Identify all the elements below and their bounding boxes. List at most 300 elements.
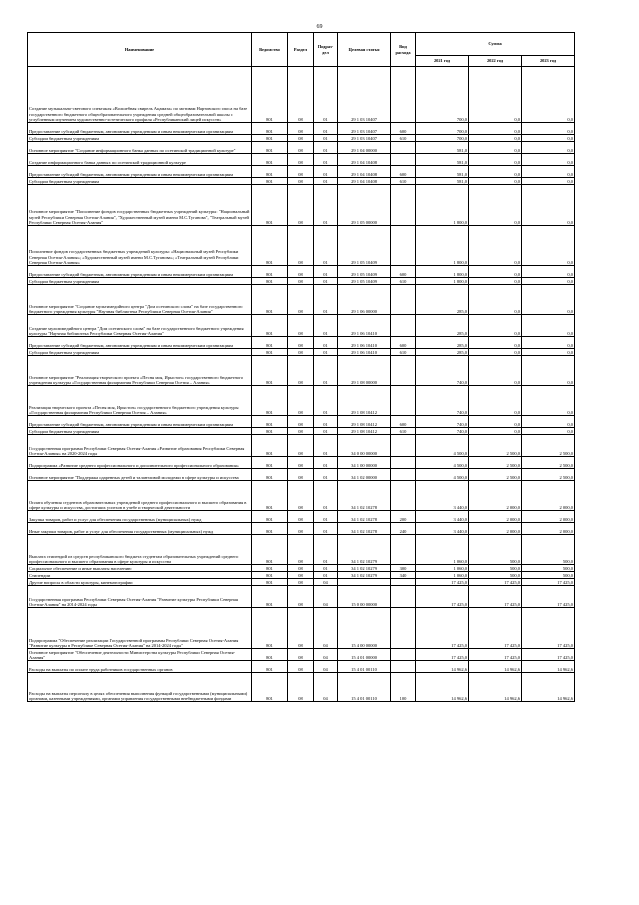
row-sum-2023: 0,0	[522, 349, 575, 356]
row-section: 08	[288, 185, 314, 226]
table-row	[28, 166, 575, 178]
row-sum-2022: 500,0	[469, 572, 522, 579]
row-target: 29 1 04 10408	[338, 166, 391, 178]
row-sum-2023: 2 000,0	[522, 511, 575, 523]
row-name: Выплата стипендий из средств республиканского бюджета студентам образовательных учреждений среднего профессионального и высшего образования в сфере культуры и искусства	[28, 535, 252, 565]
row-subsection: 01	[314, 278, 338, 285]
row-expense-type	[391, 356, 416, 386]
row-expense-type: 300	[391, 565, 416, 572]
table-row	[28, 285, 575, 315]
row-sum-2023: 0,0	[522, 386, 575, 416]
row-section: 08	[288, 166, 314, 178]
row-sum-2023: 500,0	[522, 565, 575, 572]
row-name: Субсидии бюджетным учреждениям	[28, 135, 252, 142]
row-sum-2022: 500,0	[469, 565, 522, 572]
row-name: Предоставление субсидий бюджетным, автономным учреждениям и иным некоммерческим организациям	[28, 416, 252, 428]
row-sum-2021: 3 440,0	[416, 511, 469, 523]
row-section: 08	[288, 123, 314, 135]
row-name: Предоставление субсидий бюджетным, автономным учреждениям и иным некоммерческим организациям	[28, 337, 252, 349]
row-subsection: 01	[314, 416, 338, 428]
row-sum-2023: 0,0	[522, 337, 575, 349]
row-expense-type	[391, 185, 416, 226]
row-sum-2021: 17 425,0	[416, 579, 469, 586]
row-name: Предоставление субсидий бюджетным, автономным учреждениям и иным некоммерческим организациям	[28, 266, 252, 278]
row-sum-2021: 581,0	[416, 154, 469, 166]
row-sum-2022: 500,0	[469, 535, 522, 565]
row-sum-2022: 0,0	[469, 185, 522, 226]
row-subsection: 01	[314, 469, 338, 481]
table-row	[28, 266, 575, 278]
row-sum-2023: 0,0	[522, 356, 575, 386]
table-row	[28, 123, 575, 135]
row-sum-2023: 0,0	[522, 428, 575, 435]
header-name: Наименование	[28, 33, 252, 67]
row-target: 29 1 03 10407	[338, 123, 391, 135]
row-ministry: 801	[252, 511, 288, 523]
row-subsection: 01	[314, 435, 338, 457]
row-sum-2022: 0,0	[469, 428, 522, 435]
row-expense-type: 100	[391, 673, 416, 702]
row-sum-2022: 0,0	[469, 349, 522, 356]
row-section: 08	[288, 523, 314, 535]
row-section: 08	[288, 481, 314, 511]
table-row	[28, 457, 575, 469]
row-subsection: 04	[314, 661, 338, 673]
row-sum-2023: 0,0	[522, 266, 575, 278]
row-sum-2022: 0,0	[469, 285, 522, 315]
row-section: 08	[288, 178, 314, 185]
row-sum-2023: 2 000,0	[522, 523, 575, 535]
row-expense-type	[391, 142, 416, 154]
header-2022: 2022 год	[469, 56, 522, 67]
row-expense-type	[391, 661, 416, 673]
row-expense-type	[391, 481, 416, 511]
row-section: 08	[288, 226, 314, 266]
header-2023: 2023 год	[522, 56, 575, 67]
row-expense-type: 600	[391, 123, 416, 135]
row-ministry: 801	[252, 356, 288, 386]
row-sum-2021: 1 060,0	[416, 535, 469, 565]
row-section: 08	[288, 608, 314, 649]
row-name: Предоставление субсидий бюджетным, автономным учреждениям и иным некоммерческим организациям	[28, 166, 252, 178]
table-row	[28, 649, 575, 661]
row-expense-type	[391, 154, 416, 166]
row-sum-2023: 14 962,6	[522, 673, 575, 702]
table-row	[28, 435, 575, 457]
row-name: Оплата обучения студентов образовательных учреждений среднего профессионального и высшего образования в сфере культуры и искусства, достигших успехов в учебе и творческой деятельности	[28, 481, 252, 511]
row-section: 08	[288, 386, 314, 416]
row-sum-2021: 1 060,0	[416, 572, 469, 579]
row-sum-2021: 700,0	[416, 135, 469, 142]
row-target: 29 1 06 00000	[338, 285, 391, 315]
row-subsection: 04	[314, 579, 338, 586]
row-ministry: 801	[252, 586, 288, 608]
row-sum-2022: 17 425,0	[469, 579, 522, 586]
row-target: 15 4 01 00110	[338, 661, 391, 673]
table-row	[28, 185, 575, 226]
row-sum-2023: 17 425,0	[522, 579, 575, 586]
row-subsection: 01	[314, 67, 338, 123]
row-ministry: 801	[252, 278, 288, 285]
row-ministry: 801	[252, 535, 288, 565]
table-header	[28, 33, 575, 67]
row-target: 29 1 08 00000	[338, 356, 391, 386]
row-subsection: 01	[314, 457, 338, 469]
row-section: 08	[288, 661, 314, 673]
row-expense-type	[391, 435, 416, 457]
row-expense-type: 340	[391, 572, 416, 579]
row-target: 29 1 05 10409	[338, 226, 391, 266]
row-target: 29 1 04 10408	[338, 154, 391, 166]
row-subsection: 01	[314, 285, 338, 315]
row-subsection: 01	[314, 565, 338, 572]
row-subsection: 01	[314, 142, 338, 154]
row-target: 29 1 06 10410	[338, 315, 391, 337]
row-name: Основное мероприятие "Создание мультимедийного центра "Дом осетинского слова" на базе государственного бюджетного учреждения культуры "Научная библиотека Республики Северная Осетия-Алания"	[28, 285, 252, 315]
row-sum-2022: 0,0	[469, 166, 522, 178]
row-ministry: 801	[252, 315, 288, 337]
row-target: 34 1 02 10279	[338, 572, 391, 579]
row-subsection: 01	[314, 123, 338, 135]
row-expense-type: 610	[391, 135, 416, 142]
row-name: Государственная программа Республики Северная Осетия-Алания "Развитие культуры Республики Северная Осетия-Алания" на 2014-2024 годы	[28, 586, 252, 608]
row-sum-2023: 0,0	[522, 67, 575, 123]
row-name: Иные закупки товаров, работ и услуг для обеспечения государственных (муниципальных) нужд	[28, 523, 252, 535]
row-sum-2021: 285,0	[416, 349, 469, 356]
row-sum-2023: 17 425,0	[522, 649, 575, 661]
row-expense-type: 610	[391, 278, 416, 285]
row-section: 08	[288, 285, 314, 315]
row-sum-2022: 0,0	[469, 142, 522, 154]
row-subsection: 01	[314, 349, 338, 356]
row-sum-2021: 285,0	[416, 285, 469, 315]
row-sum-2021: 740,0	[416, 356, 469, 386]
row-sum-2023: 0,0	[522, 226, 575, 266]
row-ministry: 801	[252, 154, 288, 166]
header-subsection: Подраз-дел	[314, 33, 338, 67]
row-target: 29 1 08 10412	[338, 428, 391, 435]
row-sum-2023: 2 500,0	[522, 469, 575, 481]
row-expense-type: 600	[391, 416, 416, 428]
row-target: 34 0 00 00000	[338, 435, 391, 457]
row-sum-2021: 14 962,6	[416, 661, 469, 673]
row-sum-2023: 0,0	[522, 142, 575, 154]
row-sum-2023: 500,0	[522, 572, 575, 579]
row-section: 08	[288, 356, 314, 386]
table-row	[28, 416, 575, 428]
row-sum-2023: 0,0	[522, 315, 575, 337]
table-row	[28, 565, 575, 572]
row-expense-type: 610	[391, 428, 416, 435]
row-expense-type: 200	[391, 511, 416, 523]
row-sum-2023: 0,0	[522, 178, 575, 185]
row-name: Реализация творческого проекта «Песня моя, Ирыстон» государственного бюджетного учреждения культуры «Государственная филармония Республики Северная Осетия – Алания»	[28, 386, 252, 416]
row-sum-2022: 0,0	[469, 315, 522, 337]
row-sum-2022: 0,0	[469, 178, 522, 185]
row-sum-2022: 17 425,0	[469, 586, 522, 608]
row-section: 08	[288, 511, 314, 523]
row-sum-2021: 740,0	[416, 416, 469, 428]
row-sum-2023: 17 425,0	[522, 608, 575, 649]
row-name: Расходы на выплаты персоналу в целях обеспечения выполнения функций государственными (муниципальными) органами, казенными учреждениями, органами управления государственными внебюджетными фондами	[28, 673, 252, 702]
row-expense-type: 610	[391, 178, 416, 185]
row-ministry: 801	[252, 649, 288, 661]
row-target: 15 4 01 00110	[338, 673, 391, 702]
row-subsection: 01	[314, 511, 338, 523]
row-sum-2022: 2 000,0	[469, 511, 522, 523]
row-sum-2023: 0,0	[522, 154, 575, 166]
row-sum-2022: 2 500,0	[469, 435, 522, 457]
row-name: Субсидии бюджетным учреждениям	[28, 428, 252, 435]
row-sum-2022: 0,0	[469, 266, 522, 278]
row-ministry: 801	[252, 428, 288, 435]
row-sum-2021: 1 060,0	[416, 565, 469, 572]
row-sum-2022: 14 962,6	[469, 673, 522, 702]
row-target: 29 1 08 10412	[338, 416, 391, 428]
row-name: Субсидии бюджетным учреждениям	[28, 349, 252, 356]
row-name: Основное мероприятие "Создание информационного банка данных по осетинской традиционной культуре"	[28, 142, 252, 154]
row-sum-2021: 581,0	[416, 178, 469, 185]
row-name: Социальное обеспечение и иные выплаты населению	[28, 565, 252, 572]
row-sum-2023: 0,0	[522, 185, 575, 226]
row-section: 08	[288, 457, 314, 469]
row-ministry: 801	[252, 386, 288, 416]
row-subsection: 01	[314, 315, 338, 337]
row-sum-2021: 740,0	[416, 428, 469, 435]
row-ministry: 801	[252, 608, 288, 649]
row-section: 08	[288, 428, 314, 435]
budget-table	[27, 32, 575, 702]
row-sum-2022: 0,0	[469, 67, 522, 123]
row-sum-2021: 285,0	[416, 315, 469, 337]
row-sum-2022: 0,0	[469, 386, 522, 416]
row-sum-2023: 2 500,0	[522, 435, 575, 457]
row-target: 29 1 06 10410	[338, 349, 391, 356]
row-subsection: 01	[314, 266, 338, 278]
row-section: 08	[288, 315, 314, 337]
row-ministry: 801	[252, 572, 288, 579]
row-name: Основное мероприятие "Поддержка одаренных детей и талантливой молодежи в сфере культуры и искусства	[28, 469, 252, 481]
row-name: Основное мероприятие "Пополнение фондов государственных бюджетных учреждений культуры: "Национальный музей Республики Северная Осетия-Алания", "Художественный музей имени М.С.Туганова", "Театральный музей Республики Северная Осетия-Алания"	[28, 185, 252, 226]
table-row	[28, 226, 575, 266]
row-section: 08	[288, 435, 314, 457]
row-sum-2021: 1 800,0	[416, 266, 469, 278]
row-ministry: 801	[252, 337, 288, 349]
row-target: 29 1 08 10412	[338, 386, 391, 416]
row-ministry: 801	[252, 226, 288, 266]
row-sum-2021: 4 500,0	[416, 435, 469, 457]
row-sum-2022: 0,0	[469, 278, 522, 285]
row-section: 08	[288, 579, 314, 586]
row-expense-type: 240	[391, 523, 416, 535]
row-sum-2023: 500,0	[522, 535, 575, 565]
row-target: 34 1 00 00000	[338, 457, 391, 469]
table-row	[28, 142, 575, 154]
table-row	[28, 315, 575, 337]
row-expense-type: 600	[391, 337, 416, 349]
row-subsection: 01	[314, 356, 338, 386]
row-subsection: 04	[314, 586, 338, 608]
row-target: 34 1 02 10278	[338, 523, 391, 535]
table-row	[28, 481, 575, 511]
row-sum-2023: 2 500,0	[522, 457, 575, 469]
row-name: Создание информационного банка данных по осетинской традиционной культуре	[28, 154, 252, 166]
row-name: Государственная программа Республики Северная Осетия-Алания «Развитие образования Республики Северная Осетия-Алания» на 2020-2024 годы	[28, 435, 252, 457]
row-sum-2022: 0,0	[469, 356, 522, 386]
table-row	[28, 135, 575, 142]
row-sum-2021: 1 800,0	[416, 278, 469, 285]
header-sum: Сумма	[416, 33, 575, 56]
row-name: Другие вопросы в области культуры, кинематографии	[28, 579, 252, 586]
row-target: 29 1 05 10409	[338, 266, 391, 278]
row-ministry: 801	[252, 565, 288, 572]
row-subsection: 01	[314, 572, 338, 579]
row-sum-2023: 0,0	[522, 285, 575, 315]
row-sum-2021: 3 440,0	[416, 523, 469, 535]
row-sum-2021: 4 500,0	[416, 457, 469, 469]
row-name: Расходы на выплаты по оплате труда работников государственных органов	[28, 661, 252, 673]
row-sum-2023: 0,0	[522, 135, 575, 142]
row-sum-2023: 2 000,0	[522, 481, 575, 511]
row-ministry: 801	[252, 469, 288, 481]
row-sum-2022: 0,0	[469, 416, 522, 428]
row-ministry: 801	[252, 135, 288, 142]
row-subsection: 01	[314, 386, 338, 416]
row-sum-2022: 14 962,6	[469, 661, 522, 673]
row-expense-type: 600	[391, 266, 416, 278]
row-ministry: 801	[252, 661, 288, 673]
row-expense-type	[391, 608, 416, 649]
row-sum-2022: 17 425,0	[469, 649, 522, 661]
row-target: 34 1 02 10279	[338, 535, 391, 565]
row-target: 29 1 05 00000	[338, 185, 391, 226]
row-ministry: 801	[252, 349, 288, 356]
row-expense-type: 600	[391, 166, 416, 178]
row-ministry: 801	[252, 166, 288, 178]
row-sum-2021: 17 425,0	[416, 608, 469, 649]
row-name: Создание мультимедийного центра "Дом осетинского слова" на базе государственного бюджетного учреждения культуры "Научная библиотека Республики Северная Осетия-Алания"	[28, 315, 252, 337]
row-target: 29 1 03 10407	[338, 135, 391, 142]
row-name: Субсидии бюджетным учреждениям	[28, 278, 252, 285]
row-target: 29 1 03 10407	[338, 67, 391, 123]
row-ministry: 801	[252, 142, 288, 154]
row-ministry: 801	[252, 523, 288, 535]
row-sum-2022: 17 425,0	[469, 608, 522, 649]
row-sum-2022: 2 000,0	[469, 523, 522, 535]
row-expense-type	[391, 67, 416, 123]
row-subsection: 01	[314, 535, 338, 565]
row-ministry: 801	[252, 435, 288, 457]
row-target: 34 1 02 10279	[338, 565, 391, 572]
table-row	[28, 469, 575, 481]
row-subsection: 01	[314, 226, 338, 266]
row-ministry: 801	[252, 178, 288, 185]
row-target: 29 1 04 10408	[338, 178, 391, 185]
row-section: 08	[288, 154, 314, 166]
row-target: 15 4 00 00000	[338, 608, 391, 649]
row-sum-2022: 0,0	[469, 226, 522, 266]
header-2021: 2021 год	[416, 56, 469, 67]
row-name: Стипендии	[28, 572, 252, 579]
row-sum-2021: 581,0	[416, 166, 469, 178]
row-ministry: 801	[252, 416, 288, 428]
row-sum-2021: 740,0	[416, 386, 469, 416]
row-section: 08	[288, 565, 314, 572]
row-sum-2022: 2 500,0	[469, 457, 522, 469]
row-sum-2021: 1 800,0	[416, 226, 469, 266]
row-target	[338, 579, 391, 586]
row-expense-type	[391, 469, 416, 481]
table-row	[28, 428, 575, 435]
row-sum-2023: 17 425,0	[522, 586, 575, 608]
row-ministry: 801	[252, 266, 288, 278]
table-row	[28, 349, 575, 356]
row-subsection: 04	[314, 608, 338, 649]
row-expense-type	[391, 586, 416, 608]
row-ministry: 801	[252, 67, 288, 123]
table-row	[28, 661, 575, 673]
row-target: 34 1 02 10278	[338, 481, 391, 511]
row-expense-type	[391, 579, 416, 586]
row-expense-type	[391, 226, 416, 266]
table-body	[28, 67, 575, 702]
row-subsection: 01	[314, 154, 338, 166]
row-subsection: 04	[314, 673, 338, 702]
row-section: 08	[288, 135, 314, 142]
row-section: 08	[288, 349, 314, 356]
table-row	[28, 178, 575, 185]
row-subsection: 01	[314, 178, 338, 185]
row-section: 08	[288, 416, 314, 428]
table-row	[28, 511, 575, 523]
row-target: 34 1 02 10278	[338, 511, 391, 523]
row-sum-2023: 0,0	[522, 166, 575, 178]
row-sum-2021: 700,0	[416, 67, 469, 123]
header-expense-type: Вид расхода	[391, 33, 416, 67]
row-subsection: 01	[314, 481, 338, 511]
row-section: 08	[288, 67, 314, 123]
row-target: 15 4 01 00000	[338, 649, 391, 661]
row-section: 08	[288, 142, 314, 154]
row-target: 15 0 00 00000	[338, 586, 391, 608]
row-name: Создание музыкально-светового спектакля «Волшебная свирель Ацамаза» по мотивам Нартовского эпоса на базе государственного бюджетного общеобразовательного учреждения средней общеобразовательной школы с углубленным изучением художественно-эстетического профиля «Республиканский лицей искусств»	[28, 67, 252, 123]
row-ministry: 801	[252, 481, 288, 511]
row-subsection: 01	[314, 166, 338, 178]
row-sum-2021: 700,0	[416, 123, 469, 135]
header-section: Раздел	[288, 33, 314, 67]
row-name: Закупка товаров, работ и услуг для обеспечения государственных (муниципальных) нужд	[28, 511, 252, 523]
row-section: 08	[288, 337, 314, 349]
row-name: Пополнение фондов государственных бюджетных учреждений культуры: «Национальный музей Республики Северная Осетия-Алания»; «Художественный музей имени М.С.Туганова»; «Театральный музей Республики Северная Осетия-Алания»	[28, 226, 252, 266]
table-row	[28, 523, 575, 535]
row-sum-2021: 3 440,0	[416, 481, 469, 511]
header-ministry: Ведомство	[252, 33, 288, 67]
header-target: Целевая статья	[338, 33, 391, 67]
row-ministry: 801	[252, 673, 288, 702]
row-subsection: 04	[314, 649, 338, 661]
row-section: 08	[288, 673, 314, 702]
row-expense-type	[391, 315, 416, 337]
row-sum-2023: 0,0	[522, 278, 575, 285]
row-ministry: 801	[252, 579, 288, 586]
row-sum-2021: 581,0	[416, 142, 469, 154]
table-row	[28, 278, 575, 285]
row-name: Основное мероприятие "Реализация творческого проекта «Песня моя, Ирыстон» государственного бюджетного учреждения культуры «Государственная филармония Республики Северная Осетия – Алания»	[28, 356, 252, 386]
row-sum-2022: 0,0	[469, 154, 522, 166]
table-row	[28, 673, 575, 702]
row-target: 34 1 02 00000	[338, 469, 391, 481]
row-sum-2022: 2 000,0	[469, 481, 522, 511]
